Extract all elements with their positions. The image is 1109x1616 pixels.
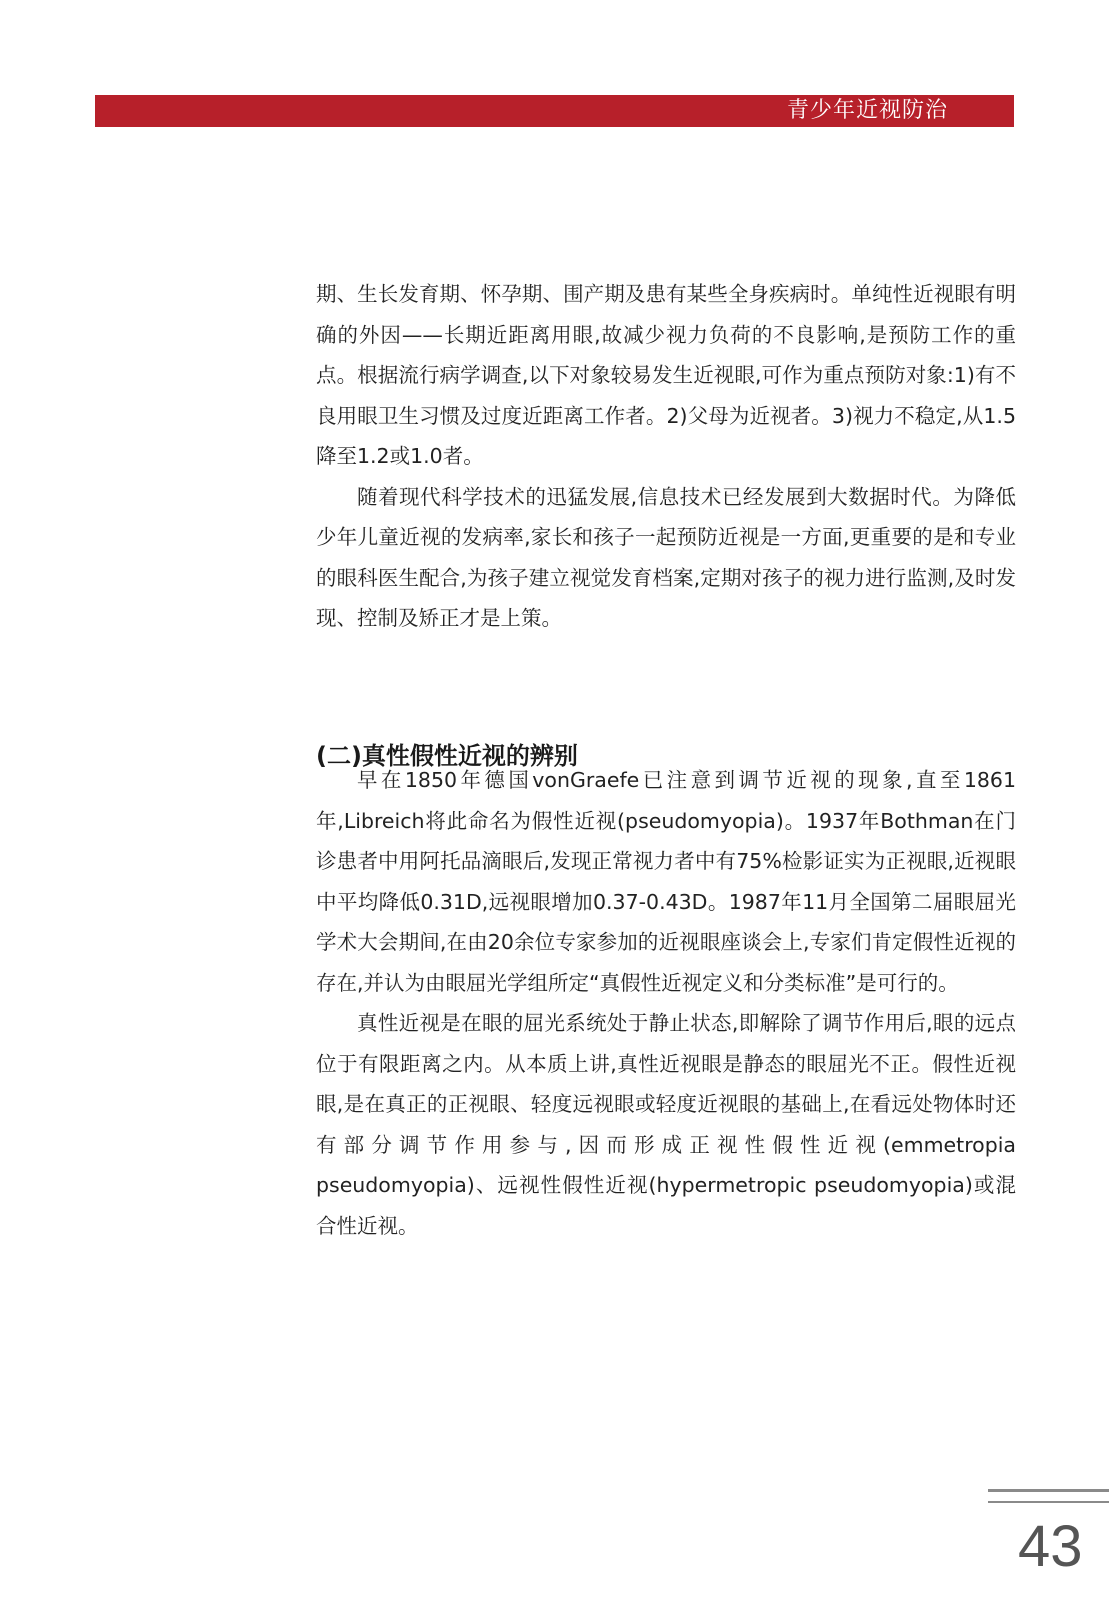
footer-rule-thick [988,1489,1109,1492]
running-header-title: 青少年近视防治 [786,98,948,123]
header-bar [95,95,1014,127]
body-paragraph: 随着现代科学技术的迅猛发展,信息技术已经发展到大数据时代。为降低少年儿童近视的发病率,家长和孩子一起预防近视是一方面,更重要的是和专业的眼科医生配合,为孩子建立视觉发育档案,定期对孩子的视力进行监测,及时发现、控制及矫正才是上策。 [316,484,1016,630]
footer-rule-thin [988,1501,1109,1503]
body-paragraph-continued: 期、生长发育期、怀孕期、围产期及患有某些全身疾病时。单纯性近视眼有明确的外因——长期近距离用眼,故减少视力负荷的不良影响,是预防工作的重点。根据流行病学调查,以下对象较易发生近视眼,可作为重点预防对象:1)有不良用眼卫生习惯及过度近距离工作者。2)父母为近视者。3)视力不稳定,从1.5降至1.2或1.0者。 [316,282,1016,468]
page-number: 43 [1018,1514,1083,1579]
section-paragraph: 真性近视是在眼的屈光系统处于静止状态,即解除了调节作用后,眼的远点位于有限距离之内。从本质上讲,真性近视眼是静态的眼屈光不正。假性近视眼,是在真正的正视眼、轻度远视眼或轻度近视眼的基础上,在看远处物体时还有部分调节作用参与,因而形成正视性假性近视(emmetropia pseudomyopia)、远视性假性近视(hypermetropic pseudomyopia)或混合性近视。 [316,1011,1016,1238]
section-body-text [316,760,1016,1246]
section-heading: (二)真性假性近视的辨别 [316,742,578,770]
body-text-top [316,274,1016,639]
section-paragraph: 早在1850年德国vonGraefe已注意到调节近视的现象,直至1861年,Libreich将此命名为假性近视(pseudomyopia)。1937年Bothman在门诊患者中用阿托品滴眼后,发现正常视力者中有75%检影证实为正视眼,近视眼中平均降低0.31D,远视眼增加0.37-0.43D。1987年11月全国第二届眼屈光学术大会期间,在由20余位专家参加的近视眼座谈会上,专家们肯定假性近视的存在,并认为由眼屈光学组所定“真假性近视定义和分类标准”是可行的。 [316,768,1016,995]
